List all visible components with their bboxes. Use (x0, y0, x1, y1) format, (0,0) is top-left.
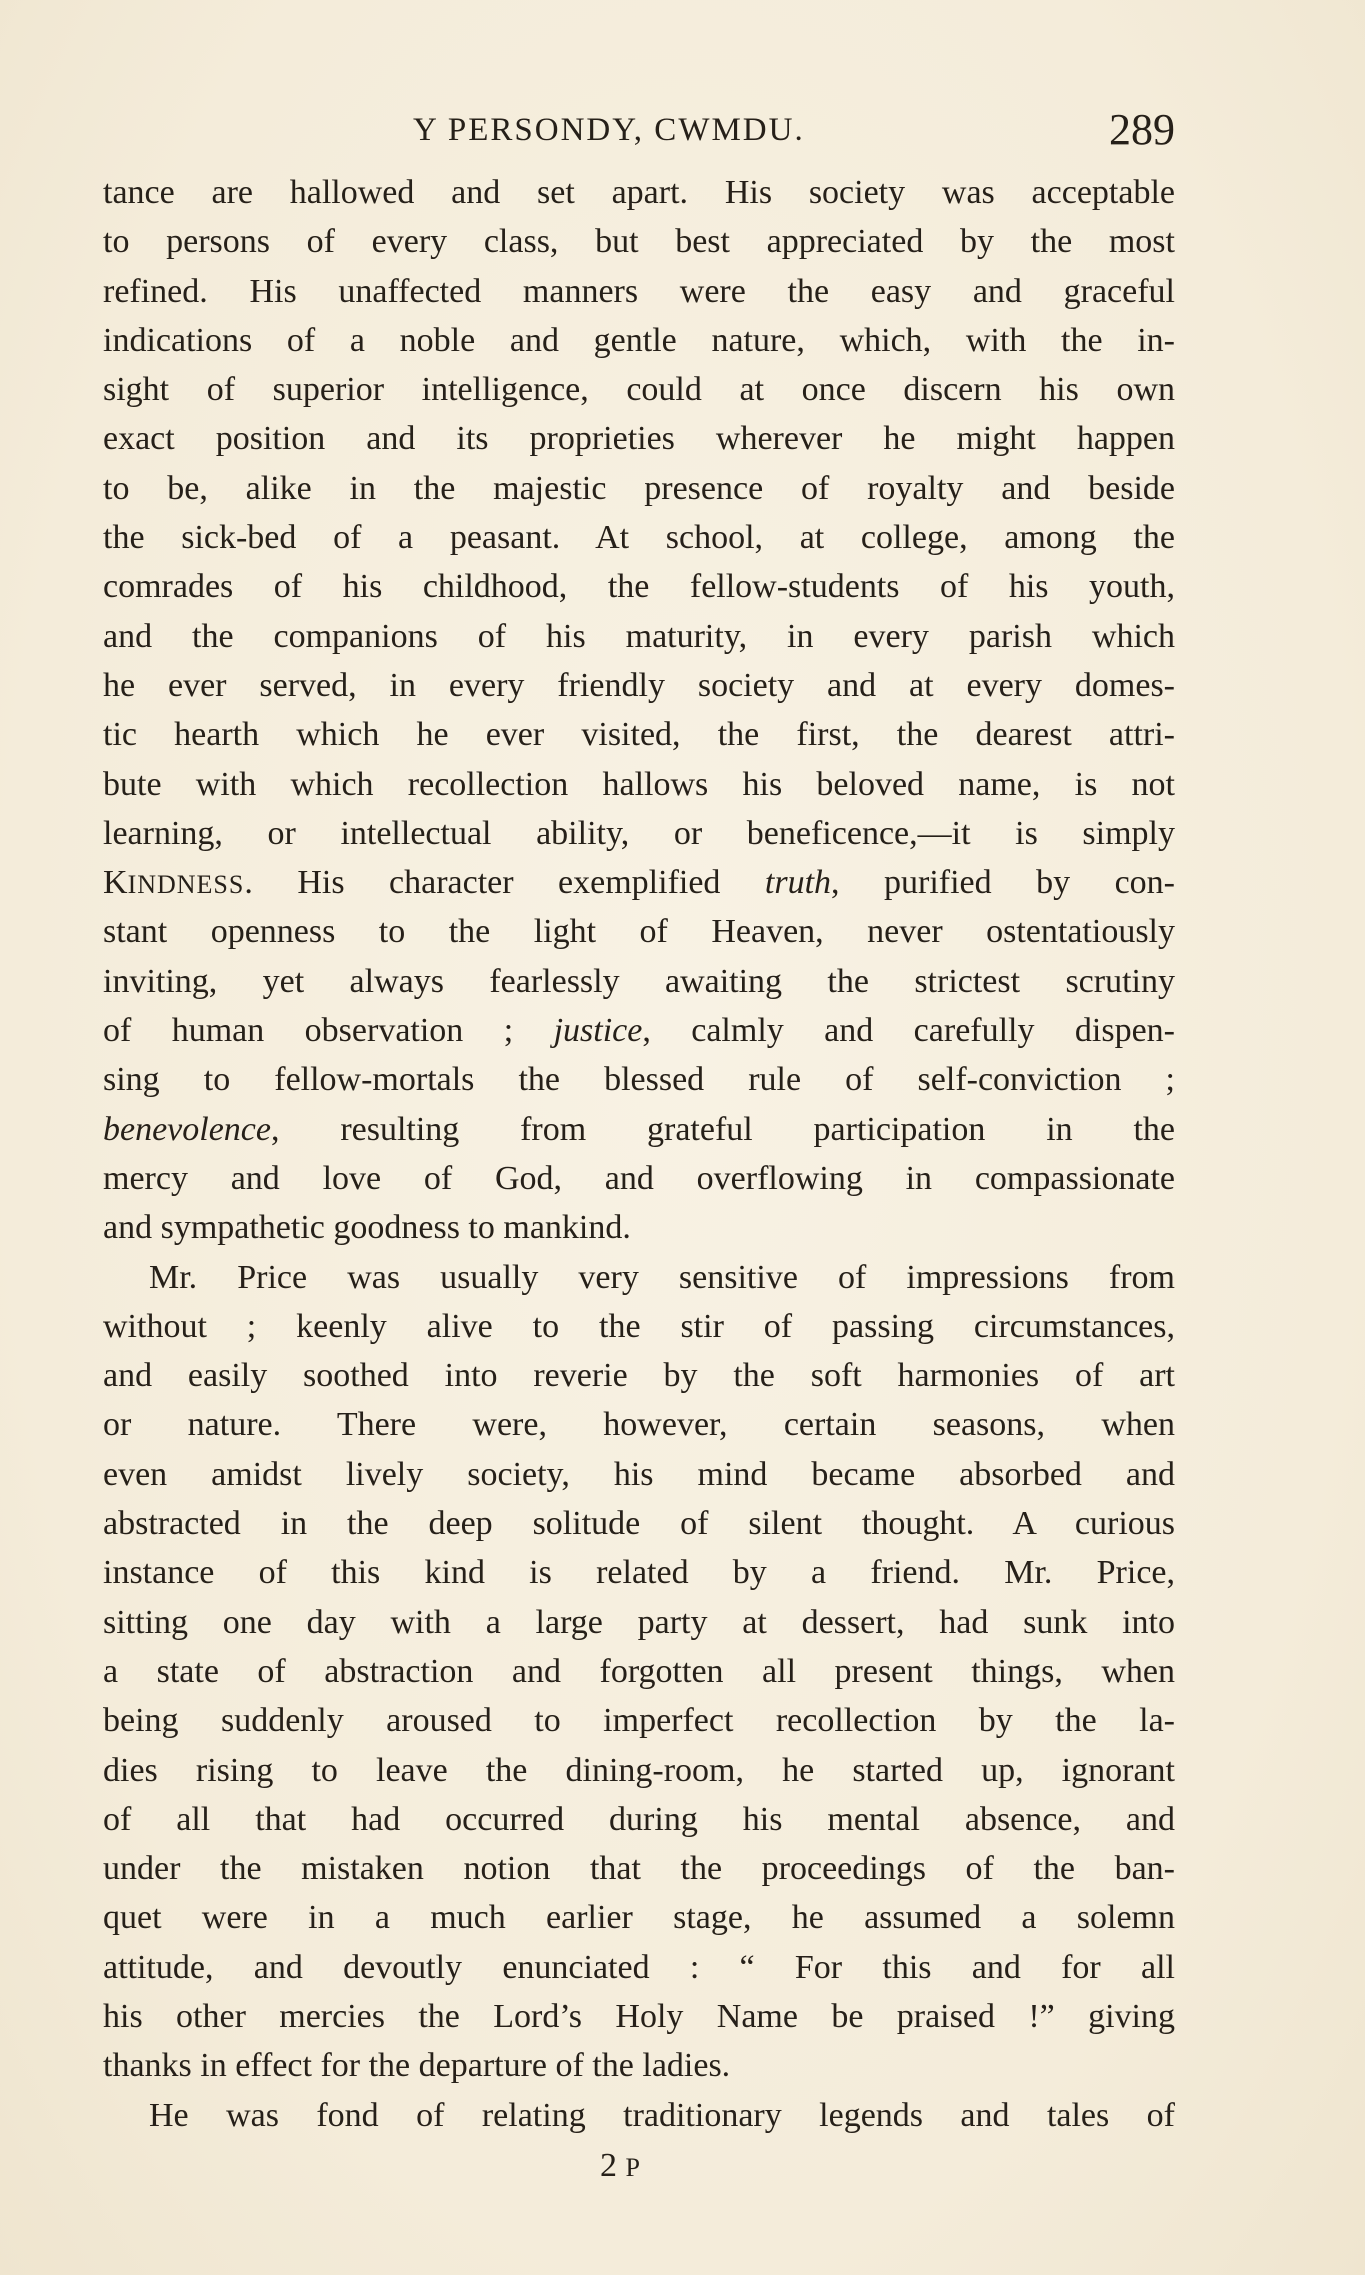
text-line: instance of this kind is related by a friend. Mr. Price, (103, 1554, 1175, 1592)
text-line: KINDNESS. His character exemplified truth, purified by con- (103, 864, 1176, 902)
text-line: dies rising to leave the dining-room, he started up, ignorant (103, 1751, 1175, 1789)
text-line: sight of superior intelligence, could at once discern his own (103, 371, 1175, 409)
text-line: He was fond of relating traditionary legends and tales of (149, 2096, 1175, 2134)
emphasis-justice: justice (553, 1012, 643, 1050)
small-caps-initial: K (103, 864, 128, 902)
text-line: the sick-bed of a peasant. At school, at college, among the (103, 519, 1175, 557)
text-line: inviting, yet always fearlessly awaiting the strictest scrutiny (103, 962, 1175, 1000)
text-line: comrades of his childhood, the fellow-students of his youth, (103, 568, 1175, 606)
page-header (103, 104, 1175, 164)
text-line: to persons of every class, but best appreciated by the most (103, 223, 1175, 261)
text-line: he ever served, in every friendly society and at every domes- (103, 666, 1175, 704)
text-line: sitting one day with a large party at dessert, had sunk into (103, 1603, 1175, 1641)
text-line: sing to fellow-mortals the blessed rule of self-conviction ; (103, 1061, 1175, 1099)
text-line: under the mistaken notion that the proceedings of the ban- (103, 1850, 1175, 1888)
text-line: to be, alike in the majestic presence of royalty and beside (103, 469, 1175, 507)
text-line: benevolence, resulting from grateful participation in the (103, 1110, 1175, 1148)
text-line: of all that had occurred during his mental absence, and (103, 1800, 1175, 1838)
text-line: thanks in effect for the departure of the ladies. (103, 2047, 731, 2085)
text-line: indications of a noble and gentle nature, which, with the in- (103, 321, 1175, 359)
small-caps-rest: INDNESS (127, 870, 245, 900)
text-line: learning, or intellectual ability, or beneficence,—it is simply (103, 814, 1175, 852)
text-line: without ; keenly alive to the stir of passing circumstances, (103, 1307, 1175, 1345)
body-text (103, 168, 1175, 2140)
page-number: 289 (1109, 105, 1175, 154)
text-line: and sympathetic goodness to mankind. (103, 1209, 631, 1247)
text-line: a state of abstraction and forgotten all present things, when (103, 1652, 1175, 1690)
text-line: of human observation ; justice, calmly and carefully dispen- (103, 1012, 1175, 1050)
text-line: quet were in a much earlier stage, he assumed a solemn (103, 1899, 1175, 1937)
text-line: Mr. Price was usually very sensitive of impressions from (149, 1258, 1175, 1296)
text-line: abstracted in the deep solitude of silent thought. A curious (103, 1505, 1175, 1543)
text-line: attitude, and devoutly enunciated : “ For this and for all (103, 1948, 1175, 1986)
text-line: refined. His unaffected manners were the easy and graceful (103, 272, 1175, 310)
signature-mark: 2 P (600, 2147, 640, 2184)
text-line: being suddenly aroused to imperfect recollection by the la- (103, 1702, 1175, 1740)
text-line: his other mercies the Lord’s Holy Name be praised !” giving (103, 1997, 1175, 2035)
text-line: bute with which recollection hallows his beloved name, is not (103, 765, 1175, 803)
text-line: exact position and its proprieties wherever he might happen (103, 420, 1175, 458)
text-line: mercy and love of God, and overflowing in compassionate (103, 1159, 1175, 1197)
text-line: tance are hallowed and set apart. His society was acceptable (103, 174, 1175, 211)
text-line: stant openness to the light of Heaven, never ostentatiously (103, 913, 1175, 951)
text-line: and the companions of his maturity, in every parish which (103, 617, 1175, 655)
text-line: even amidst lively society, his mind became absorbed and (103, 1455, 1175, 1493)
running-head: Y PERSONDY, CWMDU. (413, 112, 805, 148)
emphasis-truth: truth (764, 864, 832, 902)
emphasis-benevolence: benevolence (103, 1110, 271, 1148)
text-line: and easily soothed into reverie by the soft harmonies of art (103, 1357, 1175, 1395)
text-line: tic hearth which he ever visited, the first, the dearest attri- (103, 716, 1175, 754)
text-line: or nature. There were, however, certain seasons, when (103, 1406, 1175, 1444)
